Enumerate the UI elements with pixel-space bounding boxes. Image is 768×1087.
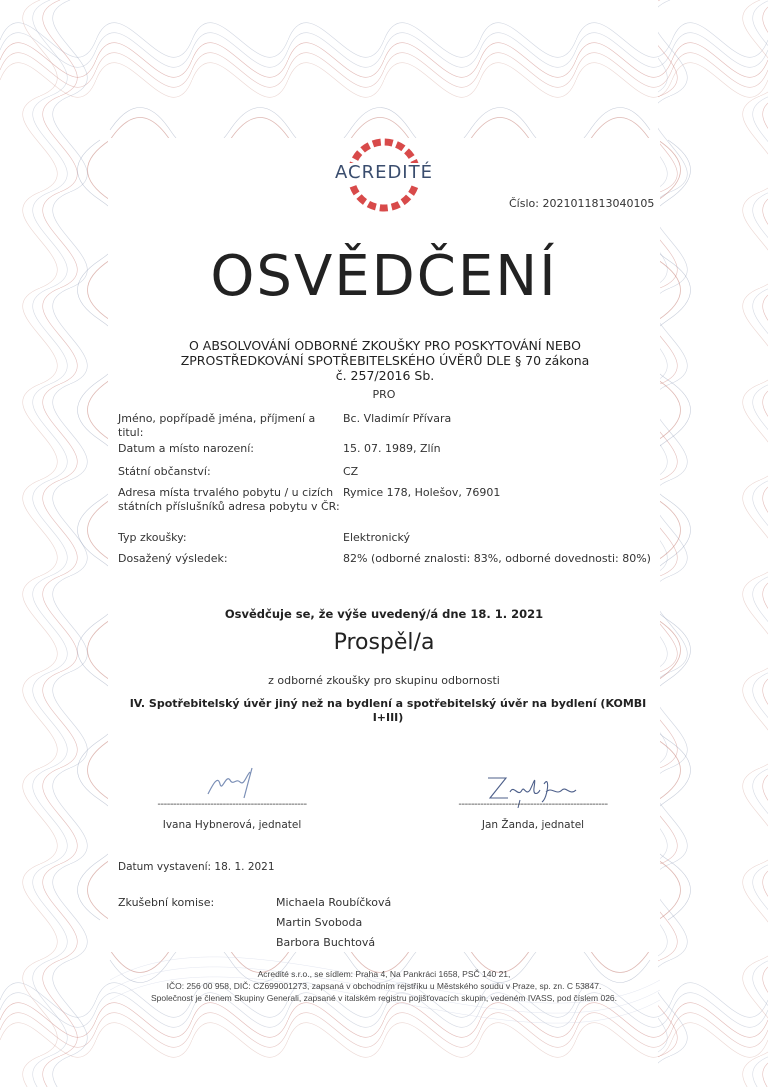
committee-member: Barbora Buchtová xyxy=(276,936,376,949)
pro-label: PRO xyxy=(372,388,396,401)
exam-group-intro: z odborné zkoušky pro skupinu odbornosti xyxy=(268,674,500,687)
exam-result: Prospěl/a xyxy=(333,630,435,655)
exam-group: IV. Spotřebitelský úvěr jiný než na bydlení a spotřebitelský úvěr na bydlení (KOMBI I+III) xyxy=(129,697,647,724)
info-label: Adresa místa trvalého pobytu / u cizích státních příslušníků adresa pobytu v ČR: xyxy=(118,486,340,513)
info-label: Dosažený výsledek: xyxy=(118,552,228,565)
footer-line: Společnost je členem Skupiny Generali, zapsané v italském registru pojišťovacích skupin, vedeném IVASS, pod číslem 026. xyxy=(150,993,618,1003)
committee-member: Martin Svoboda xyxy=(276,916,363,929)
page-title: OSVĚDČENÍ xyxy=(210,244,558,309)
info-row-citizenship xyxy=(118,465,678,486)
signature-block-right xyxy=(423,799,643,831)
certificate-number: Číslo: 2021011813040105 xyxy=(509,197,655,210)
info-row-name xyxy=(118,412,678,442)
signature-block-left xyxy=(122,799,342,831)
logo-text: ACREDITÉ xyxy=(335,162,433,183)
signatory-name: Jan Žanda, jednatel xyxy=(481,819,585,831)
info-label: Jméno, popřípadě jména, příjmení a titul: xyxy=(118,412,316,439)
subtitle-line: ZPROSTŘEDKOVÁNÍ SPOTŘEBITELSKÉHO ÚVĚRŮ DLE § 70 zákona xyxy=(180,353,590,368)
committee-member: Michaela Roubíčková xyxy=(276,896,392,909)
info-table xyxy=(118,412,678,573)
info-value: Bc. Vladimír Přívara xyxy=(343,412,452,425)
info-value: 15. 07. 1989, Zlín xyxy=(343,442,441,455)
signature-line: ------------------------------------------------ xyxy=(157,799,307,810)
info-row-exam-type xyxy=(118,531,678,552)
committee-members xyxy=(276,896,476,956)
issue-date: Datum vystavení: 18. 1. 2021 xyxy=(118,861,275,873)
info-value: Elektronický xyxy=(343,531,411,544)
info-label: Typ zkoušky: xyxy=(118,531,187,544)
footer-line: Acredité s.r.o., se sídlem: Praha 4, Na Pankráci 1658, PSČ 140 21, xyxy=(257,969,511,979)
info-row-address xyxy=(118,486,678,531)
signature-line: ------------------------------------------------ xyxy=(458,799,608,810)
committee-label: Zkušební komise: xyxy=(118,896,215,909)
footer xyxy=(60,968,708,1004)
info-value: 82% (odborné znalosti: 83%, odborné dovednosti: 80%) xyxy=(343,552,651,565)
info-label: Datum a místo narození: xyxy=(118,442,254,455)
subtitle xyxy=(150,338,620,383)
info-value: CZ xyxy=(343,465,359,478)
confirmation-text: Osvědčuje se, že výše uvedený/á dne 18. 1. 2021 xyxy=(224,607,544,621)
info-value: Rymice 178, Holešov, 76901 xyxy=(343,486,501,499)
info-row-birth xyxy=(118,442,678,465)
subtitle-line: O ABSOLVOVÁNÍ ODBORNÉ ZKOUŠKY PRO POSKYTOVÁNÍ NEBO xyxy=(188,338,582,353)
info-label: Státní občanství: xyxy=(118,465,211,478)
subtitle-line: č. 257/2016 Sb. xyxy=(335,368,435,383)
acredite-logo xyxy=(330,136,438,214)
signature-left xyxy=(200,764,270,804)
signatory-name: Ivana Hybnerová, jednatel xyxy=(162,819,302,831)
info-row-result xyxy=(118,552,678,573)
footer-line: IČO: 256 00 958, DIČ: CZ699001273, zapsaná v obchodním rejstříku u Městského soudu v Praze, sp. zn. C 53847. xyxy=(166,981,602,991)
